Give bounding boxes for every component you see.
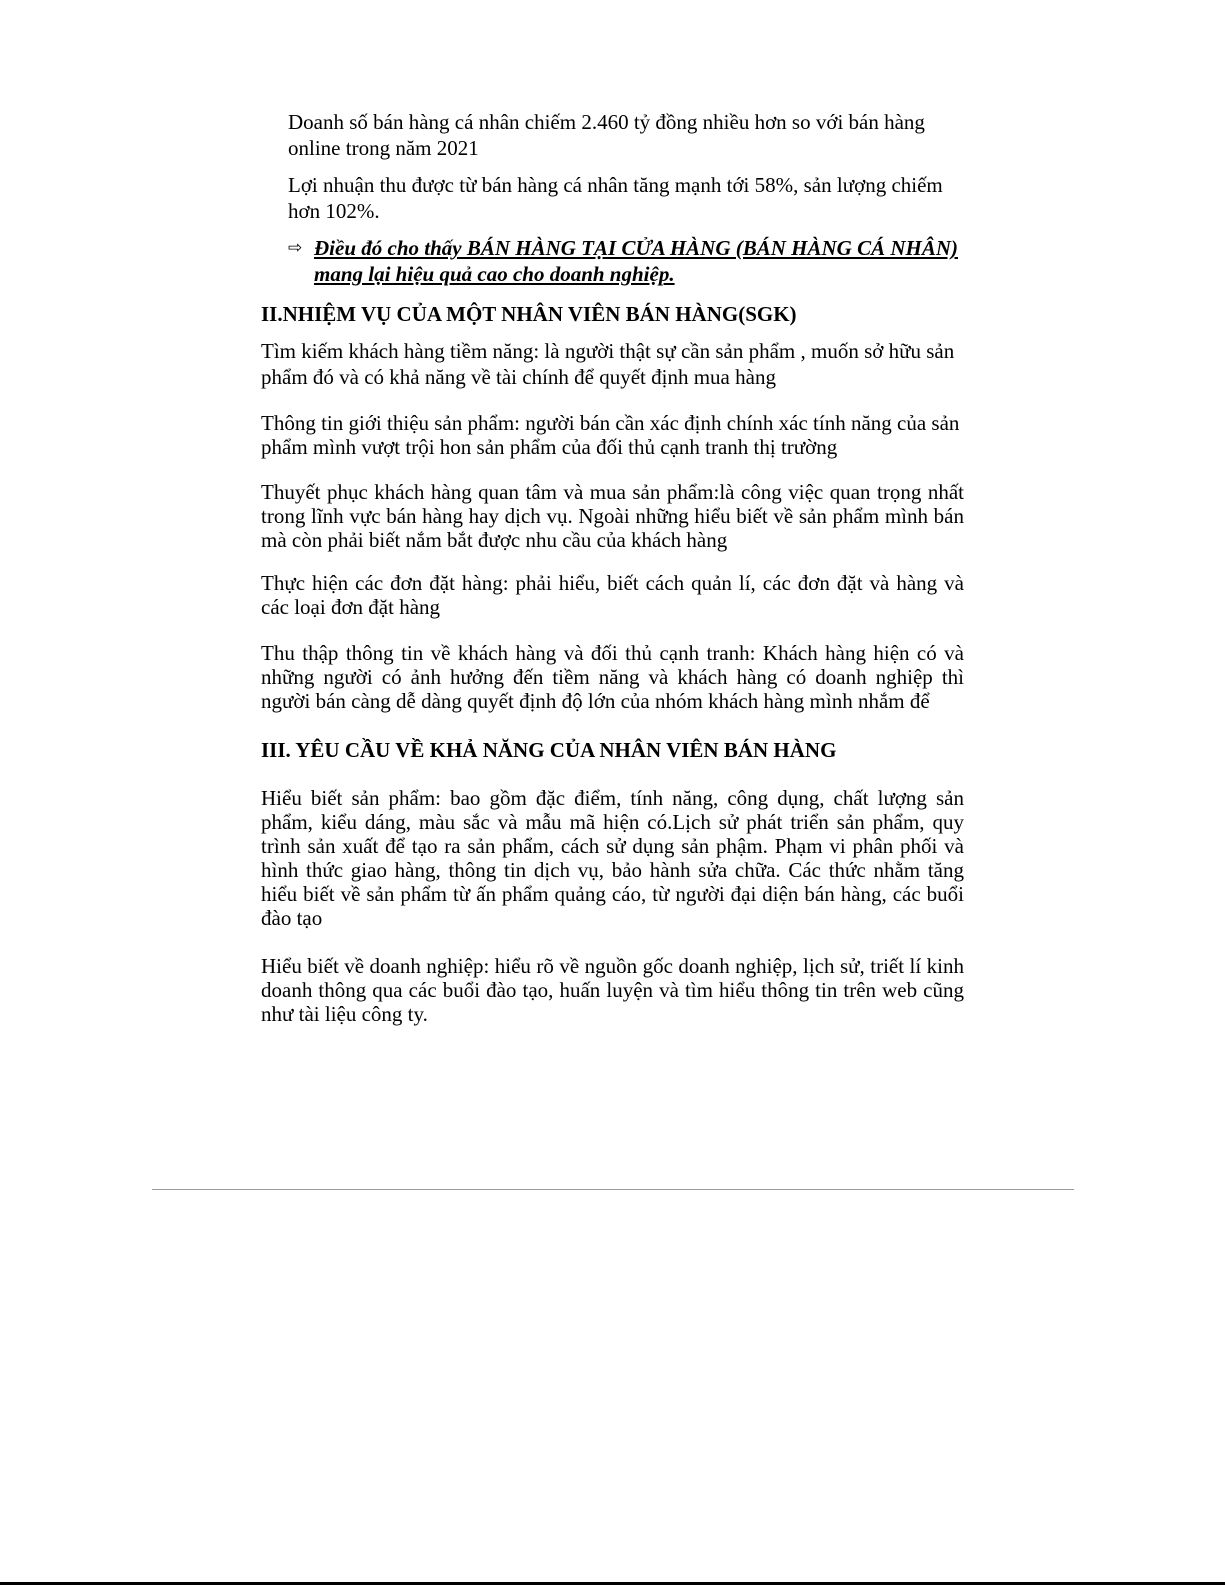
page-divider — [152, 1189, 1074, 1190]
task-paragraph-persuasion: Thuyết phục khách hàng quan tâm và mua sản phẩm:là công việc quan trọng nhất trong lĩnh vực bán hàng hay dịch vụ. Ngoài những hiểu biết về sản phẩm mình bán mà còn phải biết nắm bắt được nhu cầu của khách hàng — [261, 480, 964, 552]
requirement-paragraph-company: Hiểu biết về doanh nghiệp: hiểu rõ về nguồn gốc doanh nghiệp, lịch sử, triết lí kinh doanh thông qua các buổi đào tạo, huấn luyện và tìm hiểu thông tin trên web cũng như tài liệu công ty. — [261, 954, 964, 1026]
arrow-right-icon: ⇨ — [288, 238, 303, 258]
task-paragraph-product-info: Thông tin giới thiệu sản phẩm: người bán cần xác định chính xác tính năng của sản phẩm mình vượt trội hon sản phẩm của đối thủ cạnh tranh thị trường — [261, 411, 960, 459]
section-heading-2: II.NHIỆM VỤ CỦA MỘT NHÂN VIÊN BÁN HÀNG(SGK) — [261, 302, 797, 326]
requirement-paragraph-product: Hiểu biết sản phẩm: bao gồm đặc điểm, tính năng, công dụng, chất lượng sản phẩm, kiểu dáng, màu sắc và mẫu mã hiện có.Lịch sử phát triển sản phẩm, quy trình sản xuất để tạo ra sản phẩm, cách sử dụng sản phậm. Phạm vi phân phối và hình thức giao hàng, thông tin dịch vụ, bảo hành sửa chữa. Các thức nhằm tăng hiểu biết về sản phẩm từ ấn phẩm quảng cáo, từ người đại diện bán hàng, các buổi đào tạo — [261, 786, 964, 930]
task-paragraph-prospecting: Tìm kiếm khách hàng tiềm năng: là người thật sự cần sản phẩm , muốn sở hữu sản phẩm đó và có khả năng về tài chính để quyết định mua hàng — [261, 339, 955, 389]
task-paragraph-information: Thu thập thông tin về khách hàng và đối thủ cạnh tranh: Khách hàng hiện có và những người có ảnh hưởng đến tiềm năng và khách hàng có doanh nghiệp thì người bán càng dễ dàng quyết định độ lớn của nhóm khách hàng mình nhắm để — [261, 641, 964, 713]
section-heading-3: III. YÊU CẦU VỀ KHẢ NĂNG CỦA NHÂN VIÊN BÁN HÀNG — [261, 738, 837, 762]
sales-paragraph: Doanh số bán hàng cá nhân chiếm 2.460 tỷ đồng nhiều hơn so với bán hàng online trong năm 2021 — [288, 110, 925, 160]
conclusion — [288, 235, 978, 287]
conclusion-text: Điều đó cho thấy BÁN HÀNG TẠI CỬA HÀNG (BÁN HÀNG CÁ NHÂN) mang lại hiệu quả cao cho doanh nghiệp. — [314, 236, 959, 286]
profit-paragraph: Lợi nhuận thu được từ bán hàng cá nhân tăng mạnh tới 58%, sản lượng chiếm hơn 102%. — [288, 173, 943, 223]
task-paragraph-orders: Thực hiện các đơn đặt hàng: phải hiểu, biết cách quản lí, các đơn đặt và hàng và các loại đơn đặt hàng — [261, 571, 964, 619]
